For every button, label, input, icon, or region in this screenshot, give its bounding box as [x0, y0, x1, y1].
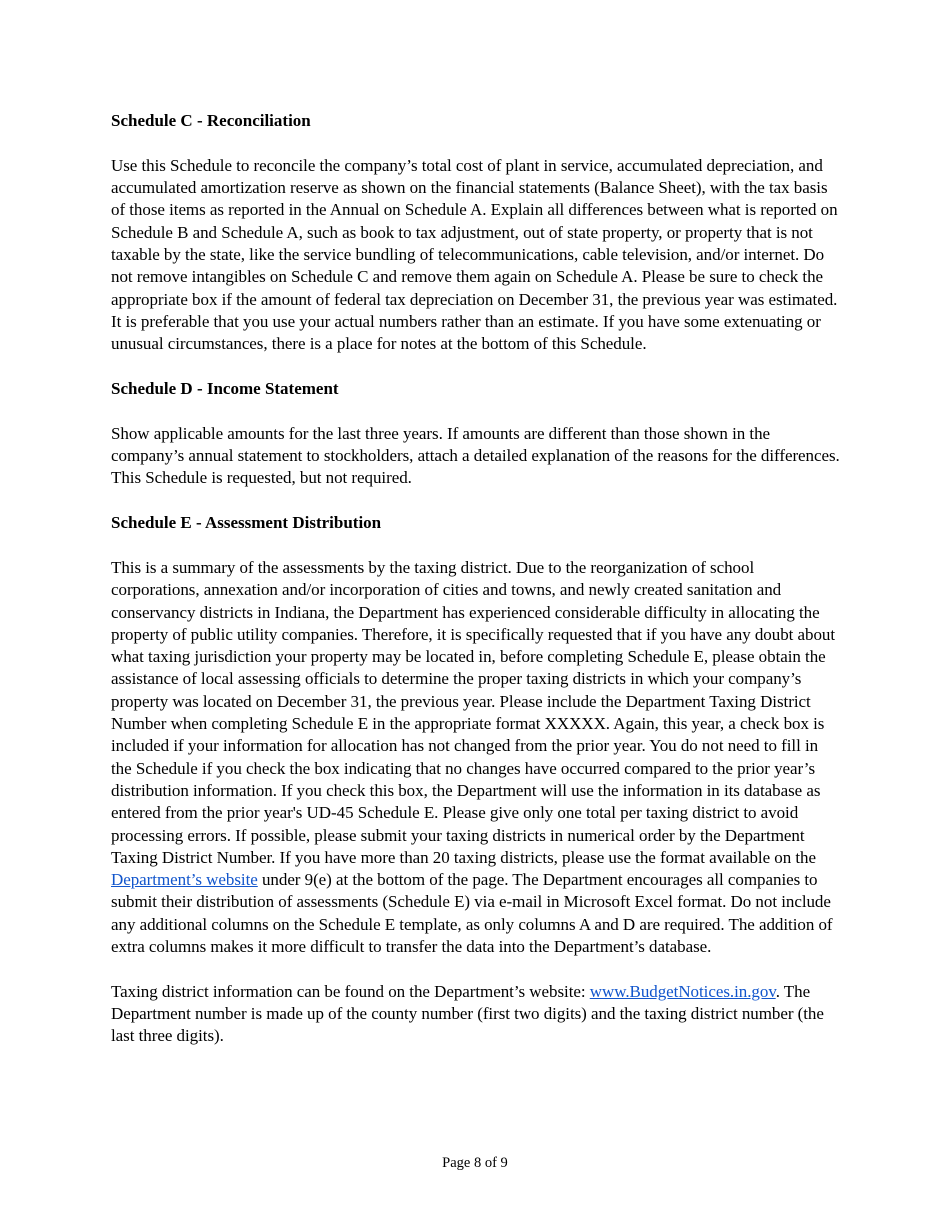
taxing-info-part2: . The Department number is made up of the county number (first two digits) and the taxing district number (the last three digits).: [111, 981, 824, 1046]
spacer: [111, 958, 841, 981]
spacer: [111, 132, 841, 155]
schedule-d-heading: Schedule D - Income Statement: [111, 378, 339, 398]
budget-notices-link[interactable]: www.BudgetNotices.in.gov: [589, 981, 776, 1001]
spacer: [111, 355, 841, 378]
taxing-district-info: [111, 981, 841, 1048]
schedule-d-body: Show applicable amounts for the last three years. If amounts are different than those shown in the company’s annual statement to stockholders, attach a detailed explanation of the reasons for the differences. This Schedule is requested, but not required.: [111, 423, 840, 488]
spacer: [111, 490, 841, 513]
schedule-e-body-part2: under 9(e) at the bottom of the page. The Department encourages all companies to submit their distribution of assessments (Schedule E) via e-mail in Microsoft Excel format. Do not include any additional columns on the Schedule E template, as only columns A and D are required. The addition of extra columns makes it more difficult to transfer the data into the Department’s database.: [111, 870, 833, 956]
department-website-link[interactable]: Department’s website: [111, 870, 258, 890]
document-page: [111, 110, 841, 1048]
schedule-e-body: [111, 557, 841, 958]
schedule-e-body-part1: This is a summary of the assessments by the taxing district. Due to the reorganization of school corporations, annexation and/or incorporation of cities and towns, and newly created sanitation and conservancy districts in Indiana, the Department has experienced considerable difficulty in allocating the property of public utility companies. Therefore, it is specifically requested that if you have any doubt about what taxing jurisdiction your property may be located in, before completing Schedule E, please obtain the assistance of local assessing officials to determine the proper taxing districts in which your company’s property was located on December 31, the previous year. Please include the Department Taxing District Number when completing Schedule E in the appropriate format XXXXX. Again, this year, a check box is included if your information for allocation has not changed from the prior year. You do not need to fill in the Schedule if you check the box indicating that no changes have occurred compared to the prior year’s distribution information. If you check this box, the Department will use the information in its database as entered from the prior year's UD-45 Schedule E. Please give only one total per taxing district to avoid processing errors. If possible, please submit your taxing districts in numerical order by the Department Taxing District Number. If you have more than 20 taxing districts, please use the format available on the: [111, 557, 836, 867]
schedule-e-heading: Schedule E - Assessment Distribution: [111, 513, 382, 533]
page-number: Page 8 of 9: [442, 1155, 508, 1171]
spacer: [111, 534, 841, 557]
taxing-info-part1: Taxing district information can be found on the Department’s website:: [111, 981, 590, 1001]
spacer: [111, 400, 841, 423]
schedule-c-heading: Schedule C - Reconciliation: [111, 111, 311, 130]
schedule-c-body: Use this Schedule to reconcile the company’s total cost of plant in service, accumulated depreciation, and accumulated amortization reserve as shown on the financial statements (Balance Sheet), with the tax basis of those items as reported in the Annual on Schedule A. Explain all differences between what is reported on Schedule B and Schedule A, such as book to tax adjustment, out of state property, or property that is not taxable by the state, like the service bundling of telecommunications, cable television, and/or internet. Do not remove intangibles on Schedule C and remove them again on Schedule A. Please be sure to check the appropriate box if the amount of federal tax depreciation on December 31, the previous year was estimated. It is preferable that you use your actual numbers rather than an estimate. If you have some extenuating or unusual circumstances, there is a place for notes at the bottom of this Schedule.: [111, 155, 838, 354]
